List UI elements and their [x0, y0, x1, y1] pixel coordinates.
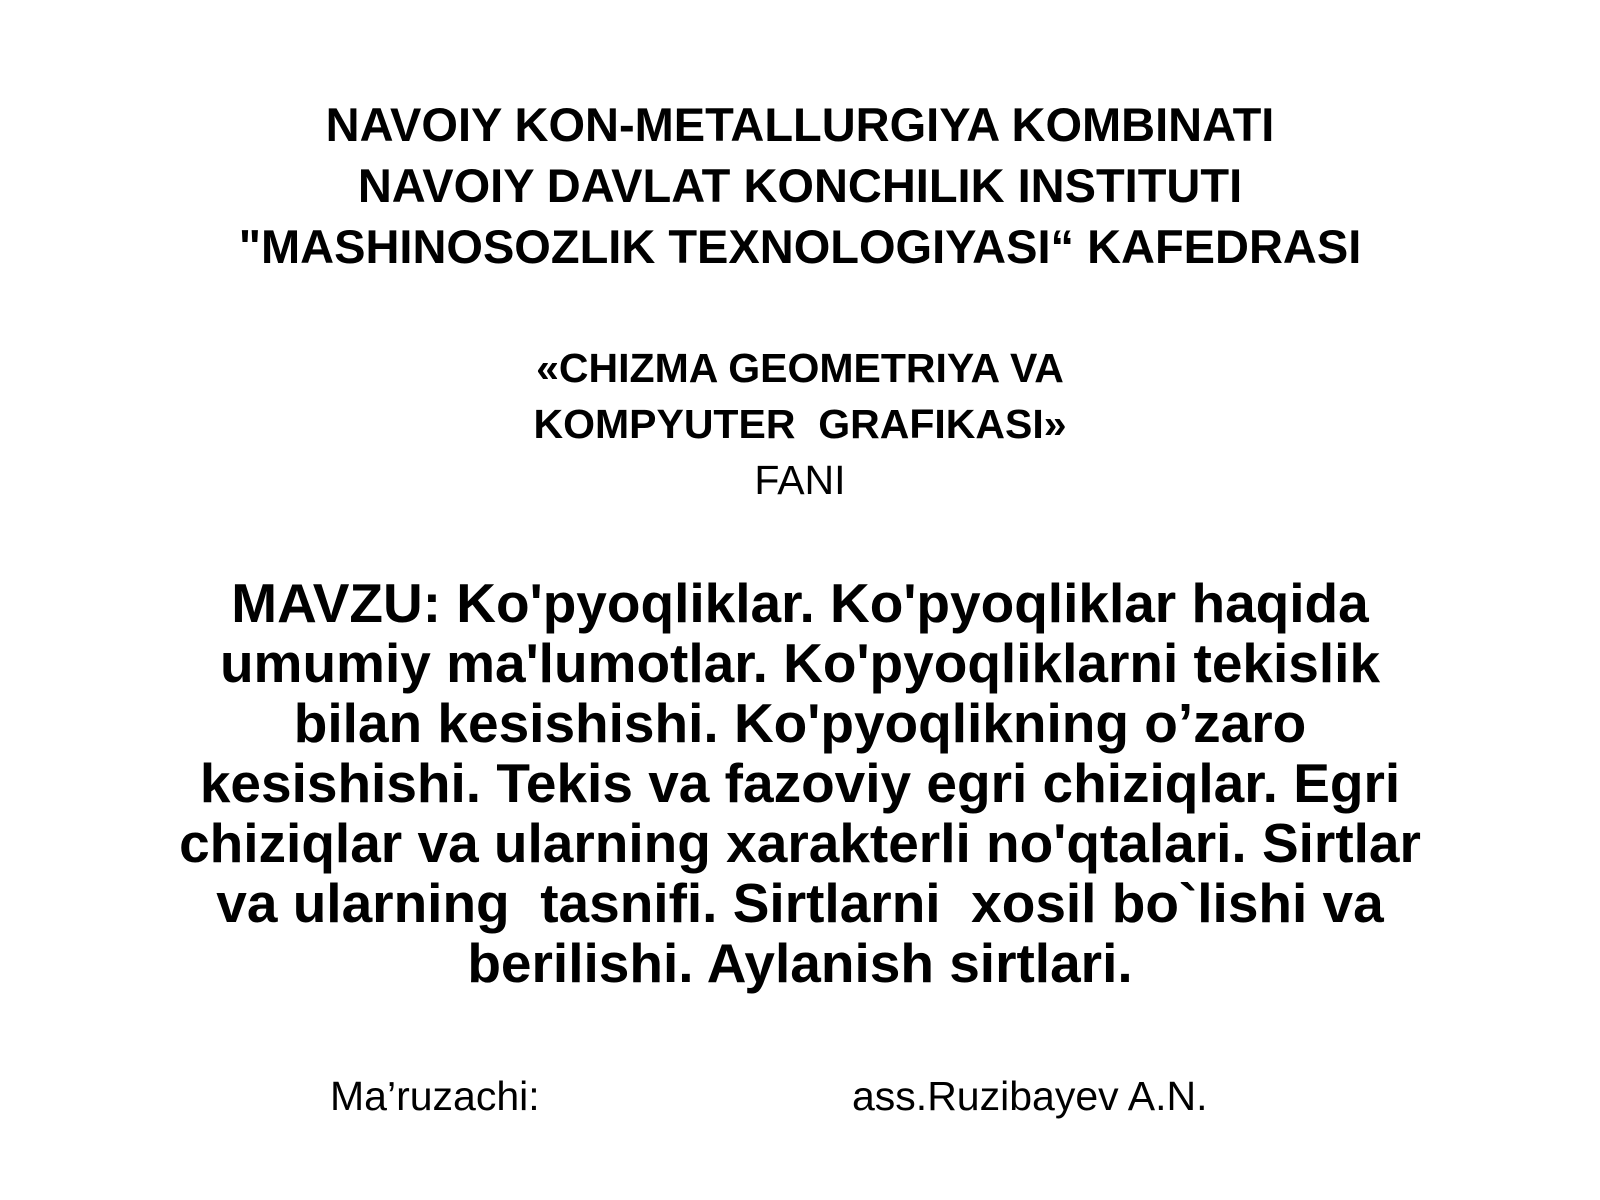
topic-line: bilan kesishishi. Ko'pyoqlikning o’zaro — [293, 692, 1307, 754]
topic-line: chiziqlar va ularning xarakterli no'qtalari. Sirtlar — [179, 812, 1421, 874]
subject-label: FANI — [754, 457, 846, 503]
topic-line: kesishishi. Tekis va fazoviy egri chiziqlar. Egri — [199, 752, 1401, 814]
topic-line: va ularning tasnifi. Sirtlarni xosil bo`lishi va — [216, 872, 1384, 934]
department-name: "MASHINOSOZLIK TEXNOLOGIYASI“ KAFEDRASI — [238, 220, 1362, 273]
lecturer-name: ass.Ruzibayev A.N. — [852, 1073, 1208, 1119]
topic-line: umumiy ma'lumotlar. Ko'pyoqliklarni tekislik — [219, 632, 1381, 694]
institute-name: NAVOIY DAVLAT KONCHILIK INSTITUTI — [357, 159, 1243, 212]
topic-block — [80, 573, 1520, 993]
company-name: NAVOIY KON-METALLURGIYA KOMBINATI — [325, 98, 1275, 151]
lecturer-label: Ma’ruzachi: — [330, 1073, 540, 1119]
subject-title-line-2: KOMPYUTER GRAFIKASI» — [533, 401, 1067, 447]
topic-line: berilishi. Aylanish sirtlari. — [467, 932, 1133, 994]
topic-line: MAVZU: Ko'pyoqliklar. Ko'pyoqliklar haqida — [231, 572, 1369, 634]
institution-header — [0, 94, 1600, 277]
subject-title-line-1: «CHIZMA GEOMETRIYA VA — [536, 345, 1064, 391]
subject-block — [0, 340, 1600, 508]
